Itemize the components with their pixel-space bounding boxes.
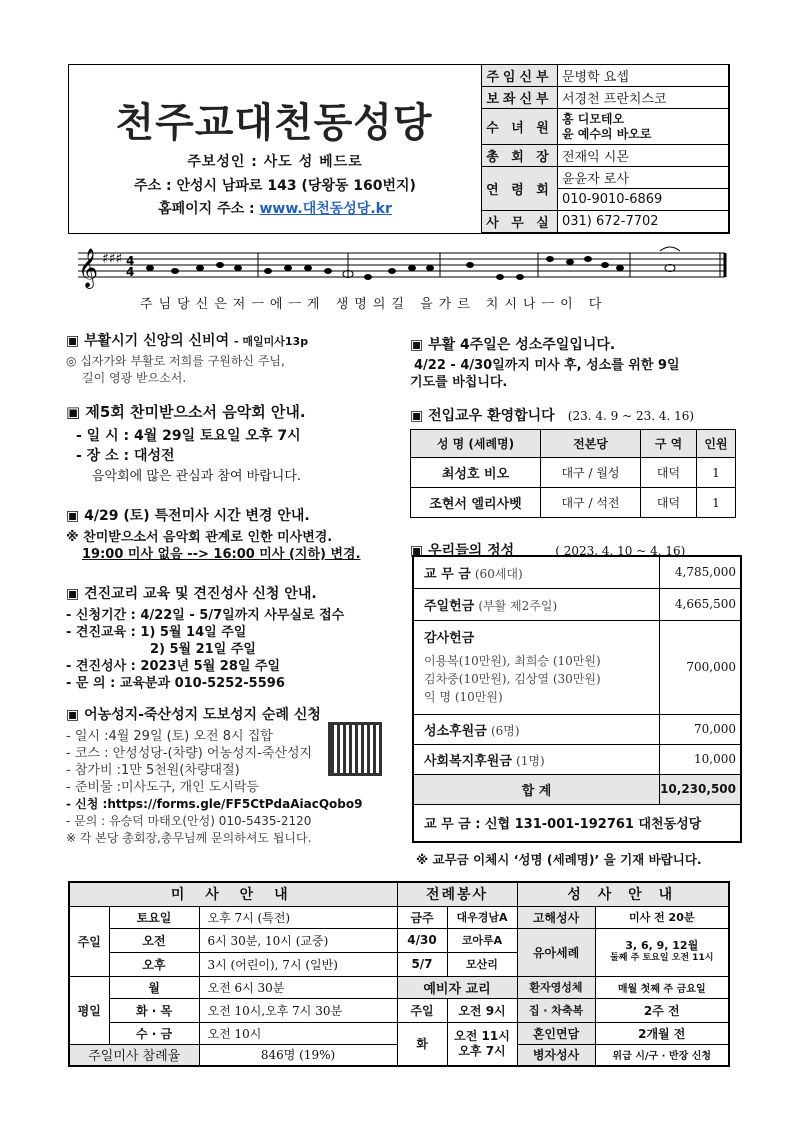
table-row	[413, 714, 741, 744]
staff-role: 주임신부	[482, 65, 558, 87]
welcome-period: (23. 4. 9 ~ 23. 4. 16)	[567, 409, 695, 423]
concert-date: - 일 시 : 4월 29일 토요일 오후 7시	[76, 428, 301, 444]
wed-label: 수 · 금	[109, 1022, 199, 1044]
attendance-value: 846명 (19%)	[199, 1044, 397, 1066]
cell: 대구 / 석전	[541, 488, 641, 518]
row-note: (부활 제2주일)	[478, 598, 558, 613]
sacrament-name: 고해성사	[517, 906, 595, 928]
sacrament-name: 환자영성체	[517, 976, 595, 998]
prep-day: 화	[397, 1022, 447, 1066]
sacrament-time: 매월 첫째 주 금요일	[595, 976, 729, 998]
prep-time: 오전 11시	[454, 1028, 510, 1043]
right-column	[410, 334, 735, 560]
church-info	[69, 65, 481, 233]
music-staff	[70, 243, 730, 315]
mass-header: 미 사 안 내	[69, 882, 397, 906]
confirmation-title: ▣ 견진교리 교육 및 견진성사 신청 안내.	[66, 586, 317, 602]
homepage-label: 홈페이지 주소 :	[158, 201, 255, 217]
staff-role: 사 무 실	[482, 211, 558, 233]
pilgrimage-line: - 준비물 :미사도구, 개인 도시락등	[66, 780, 259, 795]
row-note: (6명)	[490, 723, 520, 738]
sacrament-name: 집 · 차축복	[517, 998, 595, 1022]
easter-section-title: ▣ 부활시기 신앙의 신비여 - 매일미사13p	[66, 333, 309, 349]
sacrament-time: 2주 전	[595, 998, 729, 1022]
cell: 1	[697, 458, 736, 488]
pilgrimage-title-text: 어농성지-죽산성지 도보성지 순례 신청	[84, 707, 321, 723]
confirmation-line: - 견진성사 : 2023년 5월 28일 주일	[66, 659, 281, 674]
pilgrimage-signup-link[interactable]: - 신청 :https://forms.gle/FF5CtPdaAiacQobo9	[66, 797, 363, 811]
sacrament-header: 성 사 안 내	[517, 882, 729, 906]
table-row	[413, 744, 741, 774]
prep-time: 오후 7시	[458, 1043, 506, 1058]
easter4-line-2: 기도를 바칩니다.	[410, 375, 508, 390]
pilgrimage-line: - 코스 : 안성성당-(차량) 어농성지-죽산성지	[66, 746, 313, 761]
svg-text:♯♯♯: ♯♯♯	[102, 251, 123, 267]
welcome-heading	[410, 405, 735, 425]
col-header: 성 명 (세례명)	[411, 430, 541, 458]
wed-time: 오전 10시	[199, 1022, 397, 1044]
confirmation-line: - 견진교육 : 1) 5월 14일 주일	[66, 625, 247, 640]
row-value: 4,785,000	[660, 556, 741, 588]
row-value: 70,000	[660, 714, 741, 744]
pilgrimage-line: - 참가비 :1만 5천원(차량대절)	[66, 763, 240, 778]
church-title: 천주교대천동성당	[115, 100, 433, 146]
service-date: 4/30	[397, 928, 447, 952]
pm-label: 오후	[109, 952, 199, 976]
staff-name: 윤윤자 로사	[557, 167, 728, 189]
baptism-time: 둘째 주 토요일 오전 11시	[610, 953, 714, 963]
hymn-lyrics: 주님당신은저ㅡ에ㅡ게 생명의길 을가르 치시나ㅡ이 다	[140, 297, 608, 312]
total-label: 합 계	[413, 774, 660, 804]
cell: 대덕	[641, 458, 697, 488]
row-note: (60세대)	[474, 566, 523, 581]
staff-role: 총 회 장	[482, 145, 558, 167]
staff-phone: 010-9010-6869	[557, 189, 728, 211]
sat-label: 토요일	[109, 906, 199, 928]
baptism-months: 3, 6, 9, 12월	[625, 939, 699, 952]
mon-time: 오전 6시 30분	[199, 976, 397, 998]
account-row	[413, 804, 741, 842]
donor-line: 익 명 (10만원)	[424, 689, 503, 704]
cell: 최성호 비오	[411, 458, 541, 488]
easter-line-1: ◎ 십자가와 부활로 저희를 구원하신 주님,	[66, 354, 285, 368]
pm-time: 3시 (어린이), 7시 (일반)	[199, 952, 397, 976]
pilgrimage-line: ※ 각 본당 총회장,총무님께 문의하셔도 됩니다.	[66, 831, 312, 845]
weekday-label: 평일	[69, 976, 109, 1044]
easter4-title: ▣ 부활 4주일은 성소주일입니다.	[410, 337, 616, 353]
prep-header: 예비자 교리	[397, 976, 517, 998]
offering-note: ※ 교무금 이체시 ‘성명 (세례명)’ 을 기재 바랍니다.	[416, 852, 702, 867]
sacrament-time: 위급 시/구 · 반장 신청	[595, 1044, 729, 1066]
qr-code[interactable]	[328, 722, 382, 776]
homepage	[69, 198, 481, 218]
address: 주소 : 안성시 남파로 143 (당왕동 160번지)	[134, 178, 416, 194]
confirmation-line: - 신청기간 : 4/22일 - 5/7일까지 사무실로 접수	[66, 608, 345, 623]
account-info: 교 무 금 : 신협 131-001-192761 대천동성당	[413, 804, 741, 842]
staff-name: 031) 672-7702	[557, 211, 728, 233]
staff-table	[481, 64, 729, 233]
schedule-table	[68, 881, 730, 1067]
baptism-schedule	[595, 928, 729, 976]
row-label: 감사헌금	[424, 630, 475, 646]
staff-name: 서경천 프란치스코	[557, 87, 728, 109]
staff-role: 연 령 회	[482, 167, 558, 211]
prep-day: 주일	[397, 998, 447, 1022]
staff-role: 보좌신부	[482, 87, 558, 109]
donor-line: 이용복(10만원), 최희승 (10만원)	[424, 653, 601, 668]
row-note: (1명)	[516, 753, 545, 768]
tue-time: 오전 10시,오후 7시 30분	[199, 998, 397, 1022]
concert-place: - 장 소 : 대성전	[76, 448, 175, 464]
sacrament-name: 병자성사	[517, 1044, 595, 1066]
mass-change-line-2: 19:00 미사 없음 --> 16:00 미사 (지하) 변경.	[82, 547, 361, 562]
easter-line-2: 길이 영광 받으소서.	[82, 371, 187, 385]
easter4-line-1: 4/22 - 4/30일까지 미사 후, 성소를 위한 9일	[414, 358, 680, 373]
offering-table	[412, 555, 742, 843]
offering-period: ( 2023. 4. 10 ~ 4. 16)	[555, 544, 686, 558]
am-time: 6시 30분, 10시 (교중)	[199, 928, 397, 952]
row-label: 교 무 금	[424, 566, 471, 582]
sacrament-name: 혼인면담	[517, 1022, 595, 1044]
mon-label: 월	[109, 976, 199, 998]
table-row	[411, 458, 736, 488]
row-value: 700,000	[660, 620, 741, 714]
total-value: 10,230,500	[660, 774, 741, 804]
service-date: 금주	[397, 906, 447, 928]
welcome-title-text: 전입교우 환영합니다	[428, 408, 555, 424]
service-date: 5/7	[397, 952, 447, 976]
table-row	[411, 488, 736, 518]
row-label: 성소후원금	[424, 723, 487, 739]
cell: 1	[697, 488, 736, 518]
service-group: 대우경남A	[447, 906, 517, 928]
sunday-label: 주일	[69, 906, 109, 976]
table-row	[413, 556, 741, 588]
staff-name: 문병학 요셉	[557, 65, 728, 87]
score-svg	[70, 243, 730, 297]
welcome-table	[410, 429, 736, 518]
total-row	[413, 774, 741, 804]
easter-title: 부활시기 신앙의 신비여	[84, 333, 230, 349]
mass-change-title-text: 4/29 (토) 특전미사 시간 변경 안내.	[84, 508, 310, 524]
col-header: 구 역	[641, 430, 697, 458]
sat-time: 오후 7시 (특전)	[199, 906, 397, 928]
row-label: 주일헌금	[424, 598, 475, 614]
pilgrimage-line: - 일시 :4월 29일 (토) 오전 8시 집합	[66, 729, 273, 744]
concert-note: 음악회에 많은 관심과 참여 바랍니다.	[92, 469, 302, 484]
cell: 대덕	[641, 488, 697, 518]
staff-role: 수 녀 원	[482, 109, 558, 145]
mass-change-title: ▣ 4/29 (토) 특전미사 시간 변경 안내.	[66, 508, 310, 524]
cell: 조현서 엘리사벳	[411, 488, 541, 518]
svg-text:4: 4	[126, 265, 135, 279]
confirmation-line: 2) 5월 21일 주일	[150, 642, 256, 657]
confirmation-title-text: 견진교리 교육 및 견진성사 신청 안내.	[84, 586, 317, 602]
am-label: 오전	[109, 928, 199, 952]
sacrament-time: 미사 전 20분	[595, 906, 729, 928]
mass-change-line-1: ※ 찬미받으소서 음악회 관계로 인한 미사변경.	[66, 530, 333, 545]
service-group: 모산리	[447, 952, 517, 976]
prep-time: 오전 9시	[447, 998, 517, 1022]
missal-ref: - 매일미사13p	[233, 335, 309, 348]
prep-tue-times	[447, 1022, 517, 1066]
pilgrimage-line: - 문의 : 유승덕 마태오(안성) 010-5435-2120	[66, 814, 312, 828]
offering-title: ▣ 우리들의 정성	[410, 543, 515, 559]
welcome-title: ▣ 전입교우 환영합니다	[410, 408, 555, 424]
table-row	[413, 620, 741, 714]
easter4-title-text: 부활 4주일은 성소주일입니다.	[428, 337, 616, 353]
service-group: 코아루A	[447, 928, 517, 952]
homepage-link[interactable]: www.대천동성당.kr	[259, 201, 392, 217]
donor-line: 김차중(10만원), 김상열 (30만원)	[424, 671, 601, 686]
row-value: 10,000	[660, 744, 741, 774]
pilgrimage-title: ▣ 어농성지-죽산성지 도보성지 순례 신청	[66, 707, 321, 723]
confirmation-line: - 문 의 : 교육분과 010-5252-5596	[66, 676, 285, 691]
staff-name: 전재익 시몬	[557, 145, 728, 167]
attendance-label: 주일미사 참례율	[69, 1044, 199, 1066]
sacrament-time: 2개월 전	[595, 1022, 729, 1044]
bulletin-header	[68, 64, 730, 234]
table-row	[413, 588, 741, 620]
staff-name: 홍 디모테오 윤 예수의 바오로	[557, 109, 728, 145]
treble-clef-icon: 𝄞	[78, 248, 99, 288]
service-header: 전례봉사	[397, 882, 517, 906]
patron-saint: 주보성인 : 사도 성 베드로	[187, 154, 363, 170]
col-header: 인원	[697, 430, 736, 458]
svg-text:4: 4	[126, 254, 135, 268]
sacrament-name: 유아세례	[517, 928, 595, 976]
row-value: 4,665,500	[660, 588, 741, 620]
cell: 대구 / 월성	[541, 458, 641, 488]
col-header: 전본당	[541, 430, 641, 458]
tue-label: 화 · 목	[109, 998, 199, 1022]
concert-title: ▣ 제5회 찬미받으소서 음악회 안내.	[66, 403, 306, 421]
offering-title-text: 우리들의 정성	[428, 543, 515, 559]
row-label: 사회복지후원금	[424, 753, 512, 769]
concert-title-text: 제5회 찬미받으소서 음악회 안내.	[85, 403, 306, 421]
